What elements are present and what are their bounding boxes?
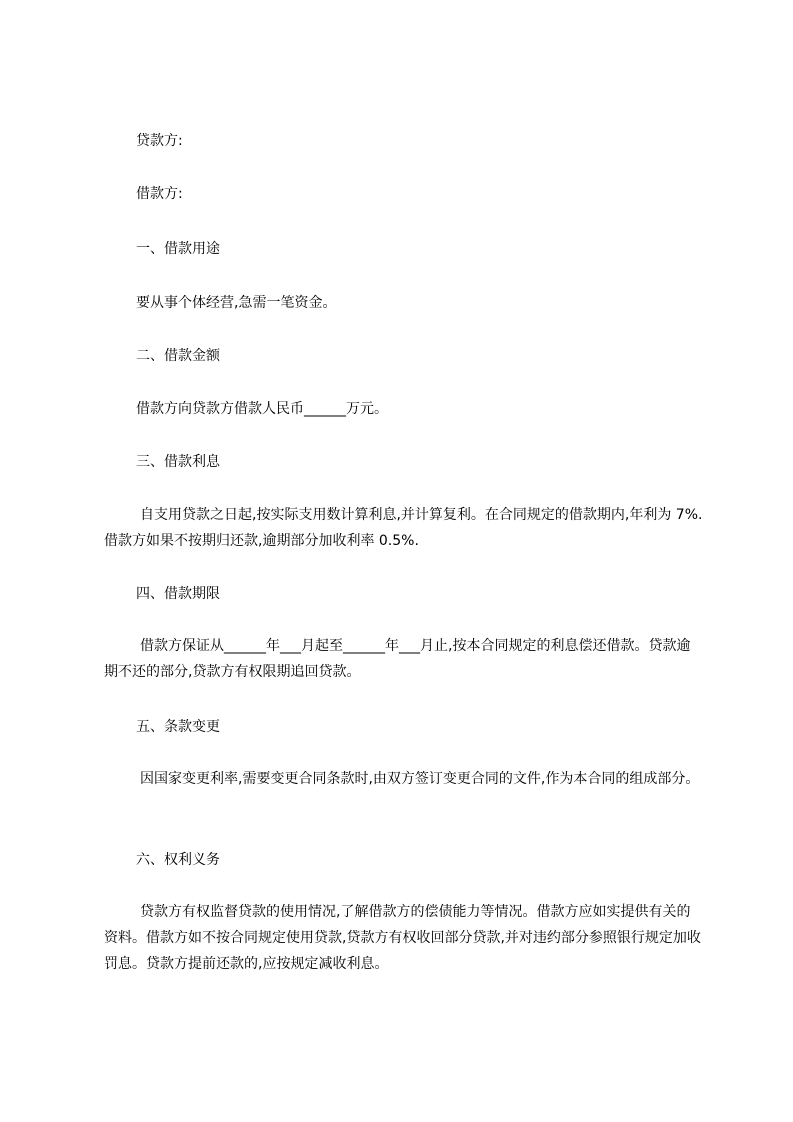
section-heading: 一、借款用途 (136, 241, 220, 257)
section-body: 自支用贷款之日起,按实际支用数计算利息,并计算复利。在合同规定的借款期内,年利为 7%.借款方如果不按期归还款,逾期部分加收利率 0.5%. (104, 507, 703, 549)
borrower-label: 借款方: (136, 186, 183, 202)
section-body: 因国家变更利率,需要变更合同条款时,由双方签订变更合同的文件,作为本合同的组成部分。 (140, 771, 700, 787)
section-body: 要从事个体经营,急需一笔资金。 (136, 295, 337, 311)
section-body: 借款方向贷款方借款人民币______万元。 (136, 401, 388, 417)
section-heading: 四、借款期限 (136, 586, 220, 602)
section-heading: 六、权利义务 (136, 852, 220, 868)
lender-label: 贷款方: (136, 133, 183, 149)
section-heading: 二、借款金额 (136, 348, 220, 364)
section-body: 贷款方有权监督贷款的使用情况,了解借款方的偿债能力等情况。借款方应如实提供有关的资料。借款方如不按合同规定使用贷款,贷款方有权收回部分贷款,并对违约部分参照银行规定加收罚息。贷款方提前还款的,应按规定减收利息。 (104, 904, 701, 972)
section-body: 借款方保证从______年___月起至______年___月止,按本合同规定的利息偿还借款。贷款逾期不还的部分,贷款方有权限期追回贷款。 (104, 638, 691, 680)
section-heading: 三、借款利息 (136, 454, 220, 470)
section-heading: 五、条款变更 (136, 719, 220, 735)
